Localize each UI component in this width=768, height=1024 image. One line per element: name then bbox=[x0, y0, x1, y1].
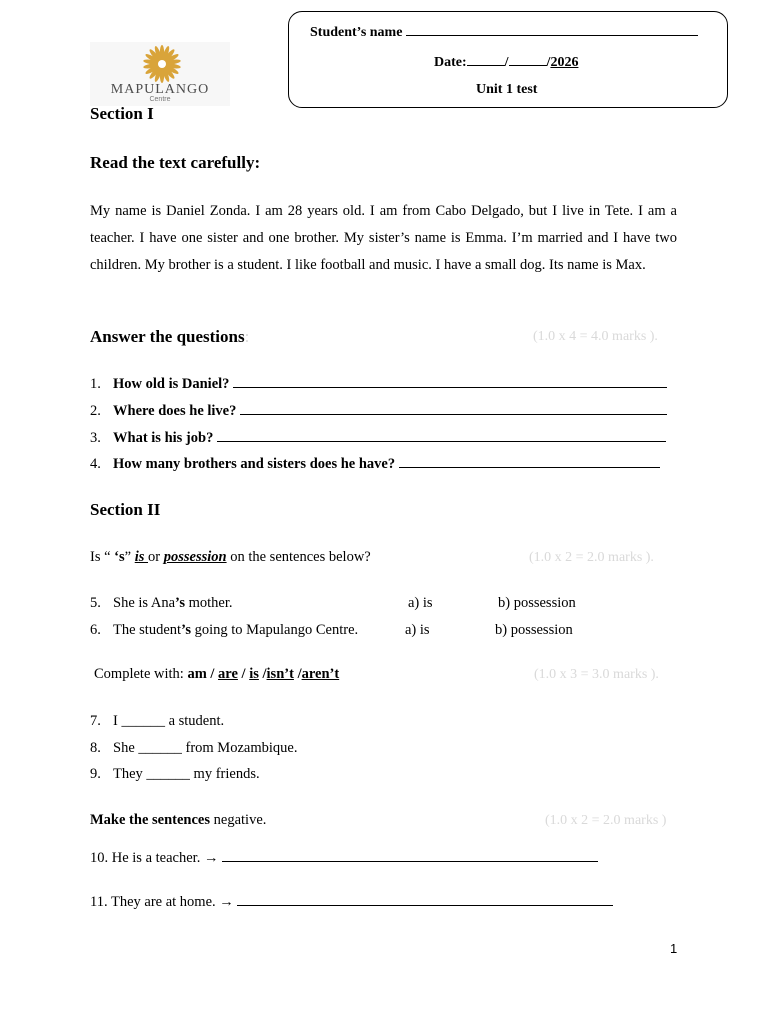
question-text: How old is Daniel? bbox=[113, 376, 230, 392]
sentence-s: ’s bbox=[181, 622, 191, 638]
instruction-text: or bbox=[148, 549, 164, 565]
word-separator: / bbox=[293, 666, 302, 682]
negative-text: He is a teacher. → bbox=[111, 850, 219, 866]
read-instruction: Read the text carefully: bbox=[90, 153, 261, 172]
instruction-text: ” bbox=[124, 549, 135, 565]
answer-line[interactable] bbox=[217, 429, 666, 442]
logo-name: MAPULANGO bbox=[110, 82, 210, 97]
question-number: 1. bbox=[90, 376, 101, 392]
fill-item bbox=[90, 766, 260, 783]
negative-instruction bbox=[90, 812, 266, 829]
date-separator: / bbox=[504, 55, 509, 70]
word-separator: / bbox=[237, 666, 250, 682]
question-number: 4. bbox=[90, 456, 101, 472]
complete-marks: (1.0 x 3 = 3.0 marks ). bbox=[534, 667, 659, 682]
student-info-box bbox=[288, 11, 728, 108]
option-b[interactable]: b) possession bbox=[498, 595, 576, 611]
page-number: 1 bbox=[670, 941, 678, 956]
answer-line[interactable] bbox=[222, 849, 598, 862]
instruction-text: on the sentences below? bbox=[226, 549, 371, 565]
logo-sub: Centre bbox=[149, 96, 171, 103]
sentence-text: The student bbox=[113, 622, 182, 638]
question-text: What is his job? bbox=[113, 430, 214, 446]
instruction-s: ‘s bbox=[114, 549, 125, 565]
date-year: 2026 bbox=[550, 55, 579, 70]
word-arent: aren’t bbox=[301, 666, 340, 682]
section-2-title: Section II bbox=[90, 500, 161, 519]
complete-text: Complete with: bbox=[94, 666, 188, 682]
student-name-line bbox=[310, 23, 698, 41]
complete-instruction bbox=[94, 666, 339, 683]
negative-marks: (1.0 x 2 = 2.0 marks ) bbox=[545, 813, 667, 828]
sentence-number: 6. bbox=[90, 622, 101, 638]
negative-text: negative. bbox=[210, 812, 267, 828]
negative-text: They are at home. → bbox=[110, 894, 234, 910]
answer-line[interactable] bbox=[233, 375, 667, 388]
negative-item bbox=[90, 893, 613, 911]
date-label: Date: bbox=[434, 55, 467, 70]
answer-line[interactable] bbox=[237, 893, 613, 906]
negative-number: 11. bbox=[90, 894, 108, 910]
date-month-field[interactable] bbox=[509, 53, 547, 66]
word-are: are bbox=[218, 666, 238, 682]
question-number: 3. bbox=[90, 430, 101, 446]
negative-bold: Make the sentences bbox=[90, 812, 211, 828]
questions-colon: : bbox=[244, 327, 250, 346]
sentence-s: ’s bbox=[175, 595, 185, 611]
fill-item bbox=[90, 713, 224, 730]
questions-title: Answer the questions bbox=[90, 327, 245, 346]
sentence-number: 5. bbox=[90, 595, 101, 611]
negative-number: 10. bbox=[90, 850, 109, 866]
student-name-field[interactable] bbox=[406, 23, 698, 36]
fill-number: 9. bbox=[90, 766, 101, 782]
question-item bbox=[90, 455, 660, 473]
date-separator: / bbox=[546, 55, 551, 70]
sun-logo-icon bbox=[90, 44, 230, 84]
fill-text[interactable]: I ______ a student. bbox=[113, 713, 225, 729]
question-text: How many brothers and sisters does he have? bbox=[113, 456, 396, 472]
questions-heading bbox=[90, 327, 249, 347]
answer-line[interactable] bbox=[240, 402, 667, 415]
questions-marks: (1.0 x 4 = 4.0 marks ). bbox=[533, 329, 658, 344]
word-is: is bbox=[249, 666, 259, 682]
fill-text[interactable]: They ______ my friends. bbox=[113, 766, 260, 782]
option-a[interactable]: a) is bbox=[405, 622, 430, 638]
question-item bbox=[90, 375, 667, 393]
mapulango-logo bbox=[90, 42, 230, 106]
sentence-item bbox=[90, 595, 233, 612]
student-name-label: Student’s name bbox=[310, 25, 403, 40]
option-a[interactable]: a) is bbox=[408, 595, 433, 611]
fill-text[interactable]: She ______ from Mozambique. bbox=[113, 740, 298, 756]
instruction-possession: possession bbox=[163, 549, 227, 565]
negative-item bbox=[90, 849, 598, 867]
sentence-text: She is Ana bbox=[113, 595, 176, 611]
fill-number: 7. bbox=[90, 713, 101, 729]
word-isnt: isn’t bbox=[266, 666, 294, 682]
word-separator: / bbox=[258, 666, 267, 682]
test-title: Unit 1 test bbox=[476, 82, 538, 97]
sentence-item bbox=[90, 622, 358, 639]
date-line bbox=[434, 53, 578, 71]
instruction-text: Is “ bbox=[90, 549, 115, 565]
fill-number: 8. bbox=[90, 740, 101, 756]
is-possession-marks: (1.0 x 2 = 2.0 marks ). bbox=[529, 550, 654, 565]
answer-line[interactable] bbox=[399, 455, 660, 468]
question-item bbox=[90, 402, 667, 420]
word-am: am / bbox=[187, 666, 219, 682]
question-text: Where does he live? bbox=[113, 403, 237, 419]
option-b[interactable]: b) possession bbox=[495, 622, 573, 638]
sentence-text: mother. bbox=[184, 595, 233, 611]
sentence-text: going to Mapulango Centre. bbox=[191, 622, 359, 638]
is-possession-instruction bbox=[90, 549, 371, 566]
section-1-title: Section I bbox=[90, 104, 154, 123]
date-day-field[interactable] bbox=[467, 53, 505, 66]
fill-item bbox=[90, 740, 297, 757]
question-number: 2. bbox=[90, 403, 101, 419]
instruction-is: is bbox=[134, 549, 149, 565]
reading-text: My name is Daniel Zonda. I am 28 years old. I am from Cabo Delgado, but I live in Tete. I am a teacher. I have one sister and one brother. My sister’s name is Emma. I’m married and I have two children. My brother is a student. I like football and music. I have a small dog. Its name is Max. bbox=[90, 203, 677, 273]
question-item bbox=[90, 429, 666, 447]
